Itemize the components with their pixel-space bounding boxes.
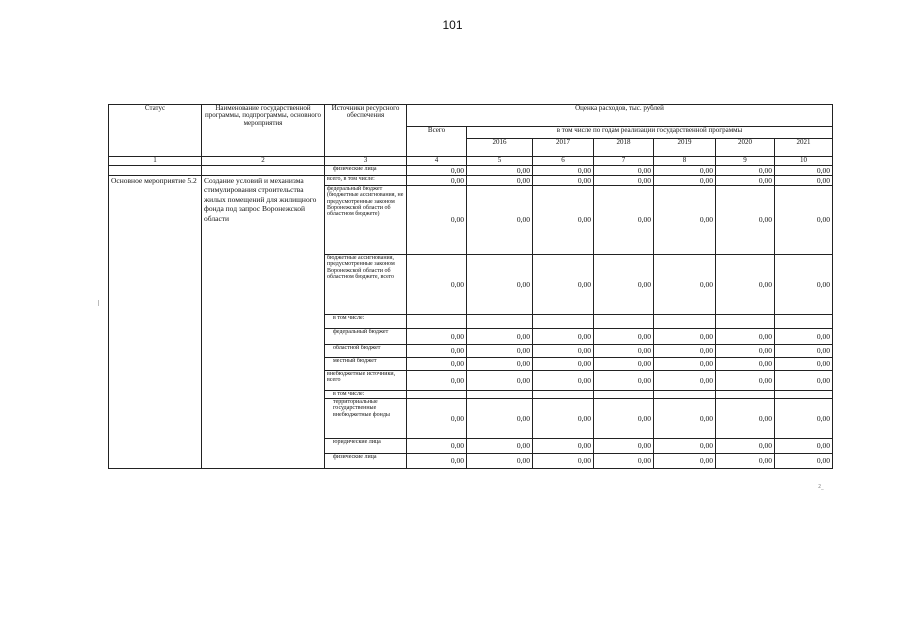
value-cell: 0,00 (654, 329, 716, 345)
value-cell: 0,00 (594, 186, 654, 255)
column-number: 6 (533, 157, 594, 166)
value-cell: 0,00 (533, 176, 594, 186)
value-cell: 0,00 (654, 454, 716, 469)
value-cell: 0,00 (716, 358, 775, 371)
value-cell: 0,00 (533, 186, 594, 255)
header-estimate: Оценка расходов, тыс. рублей (407, 105, 833, 127)
value-cell: 0,00 (533, 345, 594, 358)
column-number: 7 (594, 157, 654, 166)
value-cell: 0,00 (775, 371, 833, 391)
value-cell: 0,00 (775, 399, 833, 439)
header-sources: Источники ресурсного обеспечения (325, 105, 407, 157)
value-cell (716, 315, 775, 329)
source-label: физические лица (325, 454, 407, 469)
value-cell: 0,00 (594, 166, 654, 176)
column-number: 5 (467, 157, 533, 166)
value-cell: 0,00 (716, 439, 775, 454)
value-cell: 0,00 (407, 255, 467, 315)
value-cell: 0,00 (467, 329, 533, 345)
column-number: 10 (775, 157, 833, 166)
value-cell: 0,00 (594, 371, 654, 391)
source-label: бюджетные ассигнования, предусмотренные законом Воронежской области об областном бюджете, всего (325, 255, 407, 315)
value-cell: 0,00 (533, 371, 594, 391)
value-cell: 0,00 (407, 399, 467, 439)
value-cell (654, 315, 716, 329)
column-number: 3 (325, 157, 407, 166)
value-cell: 0,00 (467, 439, 533, 454)
value-cell: 0,00 (775, 176, 833, 186)
table-row (109, 176, 833, 186)
value-cell (775, 315, 833, 329)
value-cell (533, 391, 594, 399)
scan-artifact (98, 300, 99, 306)
value-cell: 0,00 (533, 166, 594, 176)
value-cell: 0,00 (467, 399, 533, 439)
source-label: физические лица (325, 166, 407, 176)
value-cell: 0,00 (533, 329, 594, 345)
value-cell: 0,00 (407, 439, 467, 454)
value-cell: 0,00 (775, 166, 833, 176)
value-cell: 0,00 (467, 186, 533, 255)
value-cell: 0,00 (716, 329, 775, 345)
value-cell: 0,00 (407, 166, 467, 176)
value-cell: 0,00 (775, 345, 833, 358)
value-cell: 0,00 (716, 176, 775, 186)
source-label: в том числе: (325, 315, 407, 329)
value-cell: 0,00 (407, 358, 467, 371)
header-year: 2021 (775, 139, 833, 157)
value-cell: 0,00 (467, 358, 533, 371)
value-cell (407, 391, 467, 399)
value-cell: 0,00 (407, 371, 467, 391)
value-cell: 0,00 (775, 186, 833, 255)
value-cell: 0,00 (716, 186, 775, 255)
column-number: 1 (109, 157, 202, 166)
value-cell: 0,00 (775, 454, 833, 469)
source-label: всего, в том числе: (325, 176, 407, 186)
value-cell (467, 315, 533, 329)
value-cell: 0,00 (533, 439, 594, 454)
value-cell: 0,00 (654, 166, 716, 176)
header-year: 2018 (594, 139, 654, 157)
value-cell: 0,00 (654, 399, 716, 439)
value-cell: 0,00 (594, 345, 654, 358)
value-cell: 0,00 (467, 345, 533, 358)
source-label: федеральный бюджет (325, 329, 407, 345)
column-number: 2 (202, 157, 325, 166)
column-number: 8 (654, 157, 716, 166)
source-label: юридические лица (325, 439, 407, 454)
source-label: внебюджетные источники, всего (325, 371, 407, 391)
source-label: областной бюджет (325, 345, 407, 358)
table-row (109, 166, 833, 176)
value-cell: 0,00 (594, 358, 654, 371)
column-number: 9 (716, 157, 775, 166)
value-cell: 0,00 (594, 454, 654, 469)
value-cell: 0,00 (716, 399, 775, 439)
value-cell: 0,00 (716, 255, 775, 315)
value-cell: 0,00 (716, 345, 775, 358)
activity-status: Основное мероприятие 5.2 (109, 176, 202, 469)
value-cell: 0,00 (716, 371, 775, 391)
value-cell: 0,00 (654, 439, 716, 454)
footer-mark: 2_ (818, 484, 824, 490)
value-cell: 0,00 (407, 454, 467, 469)
column-number: 4 (407, 157, 467, 166)
value-cell: 0,00 (467, 454, 533, 469)
activity-name: Создание условий и механизма стимулирования строительства жилых помещений для жилищного фонда под запрос Воронежской области (202, 176, 325, 469)
value-cell: 0,00 (533, 454, 594, 469)
value-cell (716, 391, 775, 399)
value-cell (467, 391, 533, 399)
value-cell: 0,00 (533, 358, 594, 371)
value-cell: 0,00 (533, 255, 594, 315)
value-cell: 0,00 (594, 439, 654, 454)
value-cell: 0,00 (594, 399, 654, 439)
value-cell: 0,00 (407, 345, 467, 358)
header-year: 2017 (533, 139, 594, 157)
value-cell: 0,00 (407, 329, 467, 345)
value-cell (533, 315, 594, 329)
value-cell: 0,00 (775, 439, 833, 454)
header-status: Статус (109, 105, 202, 157)
value-cell: 0,00 (654, 345, 716, 358)
source-label: местный бюджет (325, 358, 407, 371)
header-year: 2016 (467, 139, 533, 157)
header-name: Наименование государственной программы, подпрограммы, основного мероприятия (202, 105, 325, 157)
source-label: федеральный бюджет (бюджетные ассигнования, не предусмотренные законом Воронежской области об областном бюджете) (325, 186, 407, 255)
value-cell (654, 391, 716, 399)
value-cell: 0,00 (654, 358, 716, 371)
value-cell (407, 315, 467, 329)
value-cell: 0,00 (775, 329, 833, 345)
value-cell: 0,00 (533, 399, 594, 439)
page-number: 101 (442, 18, 463, 32)
value-cell (775, 391, 833, 399)
value-cell: 0,00 (654, 176, 716, 186)
value-cell: 0,00 (716, 166, 775, 176)
header-by-years: в том числе по годам реализации государственной программы (467, 127, 833, 139)
value-cell: 0,00 (654, 186, 716, 255)
header-total: Всего (407, 127, 467, 157)
value-cell: 0,00 (467, 255, 533, 315)
value-cell (594, 315, 654, 329)
value-cell: 0,00 (467, 166, 533, 176)
source-label: в том числе: (325, 391, 407, 399)
value-cell: 0,00 (775, 358, 833, 371)
value-cell: 0,00 (654, 371, 716, 391)
header-year: 2020 (716, 139, 775, 157)
value-cell: 0,00 (407, 176, 467, 186)
value-cell: 0,00 (775, 255, 833, 315)
header-year: 2019 (654, 139, 716, 157)
value-cell: 0,00 (467, 176, 533, 186)
value-cell: 0,00 (467, 371, 533, 391)
budget-table (108, 104, 833, 469)
value-cell: 0,00 (407, 186, 467, 255)
value-cell: 0,00 (594, 176, 654, 186)
source-label: территориальные государственные внебюджетные фонды (325, 399, 407, 439)
value-cell (594, 391, 654, 399)
value-cell: 0,00 (594, 329, 654, 345)
value-cell: 0,00 (654, 255, 716, 315)
value-cell: 0,00 (716, 454, 775, 469)
value-cell: 0,00 (594, 255, 654, 315)
